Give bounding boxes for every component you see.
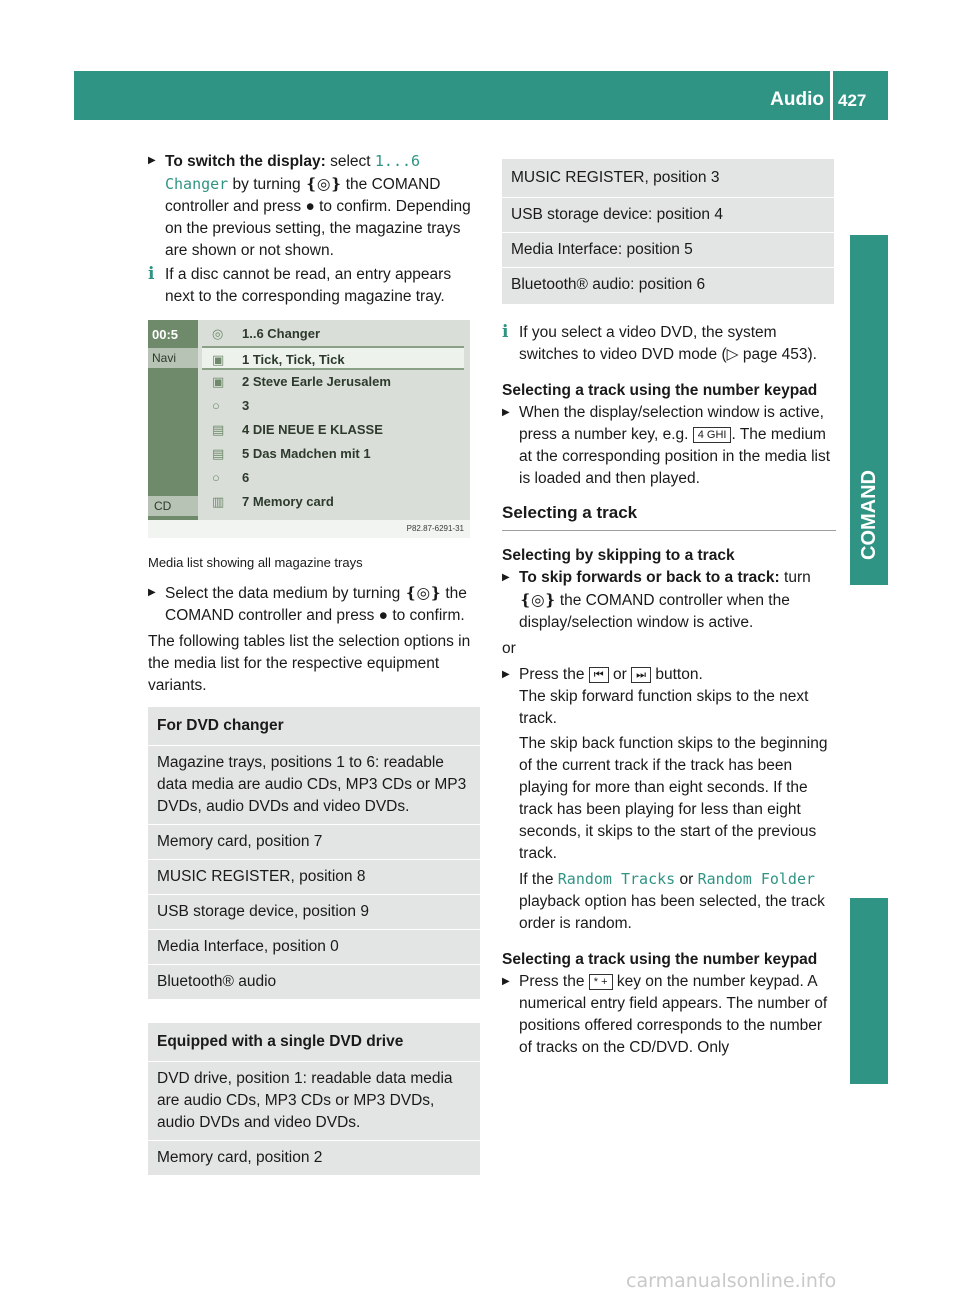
number-key-icon: 4 GHI	[693, 427, 732, 443]
step-paragraph-random	[519, 868, 836, 935]
step-skip	[502, 567, 836, 634]
table-row: DVD drive, position 1: readable data media are audio CDs, MP3 CDs or MP3 DVDs, audio DVDs and video DVDs.	[148, 1061, 480, 1140]
note-video-dvd	[502, 322, 836, 366]
step-text: the COMAND controller when the display/selection window is active.	[519, 592, 790, 631]
subheading-skipping: Selecting by skipping to a track	[502, 547, 735, 564]
table-row: Memory card, position 2	[148, 1140, 480, 1175]
screen-row	[202, 394, 464, 418]
step-paragraph: The skip back function skips to the beginning of the current track if the track has been playing for more than eight seconds. If the track has been playing for less than eight seconds, it skips to the start of the previous track.	[519, 735, 828, 862]
screen-row	[202, 418, 464, 442]
paragraph: The following tables list the selection options in the media list for the respective equipment variants.	[148, 633, 471, 694]
screen-navi-tab: Navi	[148, 348, 198, 368]
step-text: button.	[655, 666, 703, 683]
page-reference: (▷ page 453).	[721, 346, 817, 363]
table-header: Equipped with a single DVD drive	[157, 1033, 404, 1050]
table-single-dvd-continued	[502, 159, 834, 304]
table-single-dvd	[148, 1023, 480, 1175]
table-row: Media Interface, position 0	[148, 929, 480, 964]
table-row: MUSIC REGISTER, position 8	[148, 859, 480, 894]
step-label: To skip forwards or back to a track:	[519, 569, 780, 586]
changer-icon: ◎	[212, 326, 224, 341]
step-text: to confirm.	[319, 198, 392, 215]
figure-caption: Media list showing all magazine trays	[148, 555, 363, 570]
note-disc-unreadable	[148, 264, 482, 308]
screen-row	[202, 490, 464, 514]
step-text: The medium at the corresponding position in the media list is loaded and then played.	[519, 426, 831, 487]
media-list-screen	[148, 320, 470, 538]
step-text: If the	[519, 871, 554, 888]
menu-item-changer: 1...6 Changer	[165, 152, 421, 193]
row-label: 3	[242, 398, 250, 413]
step-text: or	[679, 871, 694, 888]
empty-tray-icon: ○	[212, 470, 220, 485]
dvd-icon: ▤	[212, 422, 225, 437]
dvd-icon: ▤	[212, 446, 225, 461]
step-select-medium	[148, 582, 482, 627]
row-label: 1 Tick, Tick, Tick	[242, 352, 345, 367]
step-text: Press the	[519, 973, 585, 990]
screen-row	[202, 322, 464, 346]
step-text: the COMAND controller and press	[165, 176, 441, 215]
row-label: 6	[242, 470, 250, 485]
watermark: carmanualsonline.info	[626, 1270, 837, 1292]
controller-turn-icon: ❴◎❵	[519, 591, 556, 609]
table-row: Media Interface: position 5	[502, 232, 834, 267]
controller-turn-icon: ❴◎❵	[404, 584, 442, 602]
side-tab-label: COMAND	[858, 470, 880, 560]
side-tab-lower	[850, 898, 888, 1084]
row-label: 2 Steve Earle Jerusalem	[242, 374, 391, 389]
empty-tray-icon: ○	[212, 398, 220, 413]
skip-back-icon: ⏮	[589, 667, 609, 683]
screen-row	[202, 442, 464, 466]
step-text: When the display/selection window is active, press a number key, e.g.	[519, 404, 824, 443]
step-text: the COMAND controller and press	[165, 585, 467, 624]
memory-card-icon: ▥	[212, 494, 225, 509]
step-text: or	[613, 666, 627, 683]
step-text: to confirm.	[392, 607, 465, 624]
step-text: Depending on the previous setting, the magazine trays are shown or not shown.	[165, 198, 471, 259]
right-column	[502, 155, 836, 1061]
row-label: 7 Memory card	[242, 494, 334, 509]
step-press-star	[502, 971, 836, 1059]
header-separator	[830, 71, 833, 120]
step-text: select	[330, 153, 371, 170]
star-key-icon: * +	[589, 974, 613, 990]
screen-code: P82.87-6291-31	[148, 520, 470, 538]
step-label: To switch the display:	[165, 153, 326, 170]
step-paragraph: The skip forward function skips to the next track.	[519, 688, 809, 727]
controller-turn-icon: ❴◎❵	[304, 175, 342, 193]
note-text: If you select a video DVD, the system switches to video DVD mode	[519, 324, 777, 363]
table-row: Bluetooth® audio: position 6	[502, 267, 834, 304]
step-press-number: ▶ When the display/selection window is active, press a number key, e.g. 4 GHI . The medium at the corresponding position in the media list is loaded and then played.	[502, 402, 836, 490]
skip-forward-icon: ⏭	[631, 667, 651, 683]
screen-row	[202, 370, 464, 394]
table-row: MUSIC REGISTER, position 3	[511, 169, 720, 186]
info-icon: i	[502, 322, 509, 342]
step-skip-buttons	[502, 664, 836, 935]
step-text: Select the data medium by turning	[165, 585, 401, 602]
left-column	[148, 150, 482, 1199]
disc-icon: ▣	[212, 374, 225, 389]
screen-cd-tab: CD	[148, 496, 198, 516]
step-text: key on the number keypad. A numerical entry field appears. The number of positions offered corresponds to the number of tracks on the CD/DVD. Only	[519, 973, 828, 1056]
step-text: Press the	[519, 666, 585, 683]
subheading-number-keypad-2: Selecting a track using the number keypad	[502, 951, 818, 968]
table-dvd-changer	[148, 707, 480, 999]
option-random-folder: Random Folder	[697, 870, 816, 888]
controller-press-icon: ●	[305, 198, 315, 215]
step-text: playback option has been selected, the track order is random.	[519, 893, 825, 932]
option-random-tracks: Random Tracks	[557, 870, 676, 888]
table-row: USB storage device: position 4	[502, 197, 834, 232]
screen-row-selected	[202, 346, 464, 370]
subheading-number-keypad: Selecting a track using the number keypad	[502, 382, 818, 399]
step-text: turn	[784, 569, 811, 586]
page-title: Audio	[770, 89, 824, 110]
step-text: by turning	[232, 176, 301, 193]
row-label: 1..6 Changer	[242, 326, 321, 341]
info-icon: i	[148, 264, 155, 284]
table-header: For DVD changer	[157, 717, 284, 734]
page-number: 427	[838, 91, 867, 110]
section-heading: Selecting a track	[502, 502, 836, 531]
table-row: USB storage device, position 9	[148, 894, 480, 929]
row-label: 5 Das Madchen mit 1	[242, 446, 371, 461]
screen-row	[202, 466, 464, 490]
table-row: Bluetooth® audio	[148, 964, 480, 999]
screen-time: 00:5	[152, 327, 179, 342]
or-text: or	[502, 640, 516, 657]
step-switch-display	[148, 150, 482, 262]
note-text: If a disc cannot be read, an entry appears next to the corresponding magazine tray.	[165, 266, 452, 305]
row-label: 4 DIE NEUE E KLASSE	[242, 422, 383, 437]
table-row: Magazine trays, positions 1 to 6: readable data media are audio CDs, MP3 CDs or MP3 DVDs, audio DVDs and video DVDs.	[148, 745, 480, 824]
disc-icon: ▣	[212, 352, 225, 367]
table-row: Memory card, position 7	[148, 824, 480, 859]
controller-press-icon: ●	[378, 607, 389, 624]
